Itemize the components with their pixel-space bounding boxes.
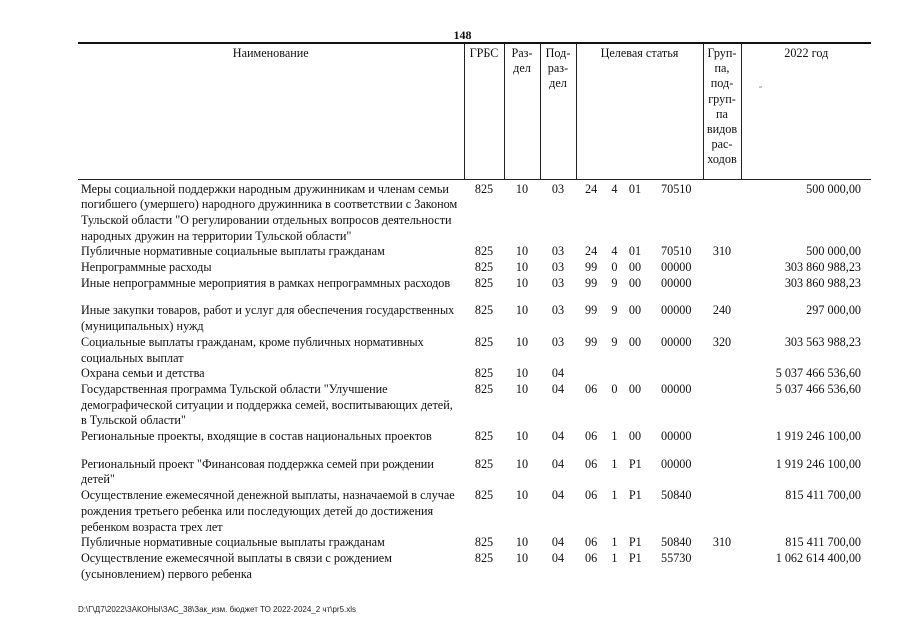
header-podrazdel-line: Под- bbox=[545, 46, 571, 60]
table-row bbox=[78, 260, 871, 276]
row-razdel: 10 bbox=[515, 381, 529, 396]
row-expense-group: 310 bbox=[712, 244, 732, 259]
header-group-line: под- bbox=[710, 76, 734, 91]
row-amount-2022: 5 037 466 536,60 bbox=[775, 366, 861, 381]
target-article-cs3: 00 bbox=[628, 275, 642, 290]
row-grbs: 825 bbox=[474, 275, 494, 290]
row-grbs: 825 bbox=[474, 244, 494, 259]
row-name: Социальные выплаты гражданам, кроме публичных нормативных социальных выплат bbox=[81, 334, 424, 365]
target-article-cs4: 70510 bbox=[661, 244, 692, 259]
table-row bbox=[78, 535, 871, 551]
row-target-article bbox=[576, 276, 703, 304]
row-grbs: 825 bbox=[474, 181, 494, 196]
row-podrazdel: 04 bbox=[551, 366, 565, 381]
target-article-parts bbox=[579, 244, 700, 260]
row-expense-group bbox=[703, 366, 741, 382]
row-target-article bbox=[576, 535, 703, 551]
table-row bbox=[78, 457, 871, 488]
row-expense-group bbox=[703, 276, 741, 304]
row-razdel: 10 bbox=[515, 181, 529, 196]
row-grbs: 825 bbox=[474, 535, 494, 550]
budget-sheet bbox=[78, 42, 871, 582]
row-podrazdel: 04 bbox=[551, 550, 565, 565]
target-article-cs2: 9 bbox=[611, 275, 618, 290]
row-name: Осуществление ежемесячной выплаты в связи с рождением (усыновлением) первого ребенка bbox=[81, 550, 392, 581]
target-article-cs1: 06 bbox=[585, 429, 598, 444]
target-article-cs4: 50840 bbox=[661, 488, 692, 503]
row-expense-group bbox=[703, 382, 741, 429]
target-article-cs2: 1 bbox=[611, 550, 618, 565]
target-article-cs2: 4 bbox=[611, 244, 618, 259]
target-article-cs2: 9 bbox=[611, 303, 618, 318]
row-target-article bbox=[576, 382, 703, 429]
target-article-cs2: 0 bbox=[611, 260, 618, 275]
target-article-cs2: 4 bbox=[611, 181, 618, 196]
row-amount-2022: 297 000,00 bbox=[806, 303, 861, 318]
header-year-dash: - bbox=[758, 79, 763, 94]
row-amount-2022: 303 563 988,23 bbox=[784, 334, 861, 349]
footer-file-path: D:\Г\Д7\2022\ЗАКОНЫ\ЗАС_38\Зак_изм. бюджет ТО 2022-2024_2 чт\pr5.xls bbox=[78, 605, 357, 614]
row-name: Охрана семьи и детства bbox=[81, 366, 205, 381]
row-podrazdel: 03 bbox=[551, 334, 565, 349]
header-group-line: ходов bbox=[707, 152, 737, 167]
row-razdel: 10 bbox=[515, 535, 529, 550]
target-article-parts bbox=[579, 382, 700, 398]
row-grbs: 825 bbox=[474, 260, 494, 275]
header-podrazdel-line: раз- bbox=[547, 61, 569, 76]
target-article-cs4: 00000 bbox=[661, 429, 692, 444]
row-target-article bbox=[576, 303, 703, 334]
row-grbs: 825 bbox=[474, 429, 494, 444]
table-body bbox=[78, 179, 871, 582]
row-grbs: 825 bbox=[474, 303, 494, 318]
row-name: Меры социальной поддержки народным дружинникам и членам семьи погибшего (умершего) народного дружинника в соответствии с Законом Тульской области "О регулировании отдельных вопросов деятельности народных дружин на территории Тульской области" bbox=[81, 181, 458, 243]
row-grbs: 825 bbox=[474, 488, 494, 503]
target-article-cs1: 06 bbox=[585, 456, 598, 471]
target-article-cs1: 06 bbox=[585, 550, 598, 565]
row-target-article bbox=[576, 551, 703, 582]
table-row bbox=[78, 335, 871, 366]
header-name: Наименование bbox=[78, 43, 464, 179]
target-article-cs2: 1 bbox=[611, 429, 618, 444]
target-article-cs3: P1 bbox=[628, 456, 642, 471]
row-amount-2022: 500 000,00 bbox=[806, 244, 861, 259]
row-razdel: 10 bbox=[515, 260, 529, 275]
target-article-cs1: 24 bbox=[585, 244, 598, 259]
header-group-line: па bbox=[716, 106, 728, 121]
row-expense-group bbox=[703, 429, 741, 457]
row-razdel: 10 bbox=[515, 303, 529, 318]
row-podrazdel: 04 bbox=[551, 429, 565, 444]
row-grbs: 825 bbox=[474, 381, 494, 396]
row-razdel: 10 bbox=[515, 429, 529, 444]
header-year-label: 2022 год bbox=[784, 46, 829, 60]
row-name: Иные закупки товаров, работ и услуг для обеспечения государственных (муниципальных) нужд bbox=[81, 303, 455, 334]
target-article-cs3: 00 bbox=[628, 260, 642, 275]
table-row bbox=[78, 276, 871, 304]
target-article-parts bbox=[579, 429, 700, 445]
row-razdel: 10 bbox=[515, 456, 529, 471]
target-article-cs2: 1 bbox=[611, 456, 618, 471]
target-article-cs3: P1 bbox=[628, 488, 642, 503]
header-razdel-line: дел bbox=[513, 61, 531, 76]
target-article-parts bbox=[579, 335, 700, 351]
target-article-cs1: 06 bbox=[585, 381, 598, 396]
row-podrazdel: 03 bbox=[551, 244, 565, 259]
row-podrazdel: 04 bbox=[551, 456, 565, 471]
target-article-cs4: 00000 bbox=[661, 456, 692, 471]
row-amount-2022: 303 860 988,23 bbox=[784, 260, 861, 275]
header-group-line: груп- bbox=[708, 91, 736, 106]
row-grbs: 825 bbox=[474, 366, 494, 381]
target-article-cs1: 99 bbox=[585, 260, 598, 275]
header-group-line: рас- bbox=[711, 137, 733, 152]
row-target-article bbox=[576, 457, 703, 488]
row-amount-2022: 5 037 466 536,60 bbox=[775, 381, 861, 396]
row-grbs: 825 bbox=[474, 456, 494, 471]
header-group-line: па, bbox=[714, 61, 730, 76]
row-expense-group bbox=[703, 260, 741, 276]
target-article-cs1: 24 bbox=[585, 181, 598, 196]
target-article-cs1: 99 bbox=[585, 275, 598, 290]
row-podrazdel: 04 bbox=[551, 535, 565, 550]
row-razdel: 10 bbox=[515, 275, 529, 290]
row-podrazdel: 03 bbox=[551, 303, 565, 318]
budget-table bbox=[78, 42, 871, 582]
row-expense-group bbox=[703, 488, 741, 535]
row-name: Непрограммные расходы bbox=[81, 260, 212, 275]
header-podrazdel bbox=[540, 43, 576, 179]
target-article-cs4: 00000 bbox=[661, 381, 692, 396]
header-razdel bbox=[504, 43, 540, 179]
row-podrazdel: 04 bbox=[551, 488, 565, 503]
row-name: Осуществление ежемесячной денежной выплаты, назначаемой в случае рождения третьего ребенка или последующих детей до достижения ребенком возраста трех лет bbox=[81, 488, 455, 534]
target-article-cs2: 9 bbox=[611, 334, 618, 349]
row-target-article bbox=[576, 335, 703, 366]
target-article-cs3: 00 bbox=[628, 429, 642, 444]
row-expense-group: 310 bbox=[712, 535, 732, 550]
row-podrazdel: 03 bbox=[551, 181, 565, 196]
table-row bbox=[78, 382, 871, 429]
target-article-cs4: 00000 bbox=[661, 275, 692, 290]
row-amount-2022: 1 919 246 100,00 bbox=[775, 456, 861, 471]
table-row bbox=[78, 179, 871, 244]
target-article-cs1: 06 bbox=[585, 535, 598, 550]
target-article-cs3: P1 bbox=[628, 550, 642, 565]
table-row bbox=[78, 488, 871, 535]
row-razdel: 10 bbox=[515, 488, 529, 503]
row-expense-group bbox=[703, 457, 741, 488]
row-target-article bbox=[576, 179, 703, 244]
row-name: Иные непрограммные мероприятия в рамках непрограммных расходов bbox=[81, 275, 451, 290]
header-year bbox=[741, 43, 871, 179]
header-razdel-line: Раз- bbox=[511, 46, 533, 60]
row-expense-group bbox=[703, 551, 741, 582]
row-razdel: 10 bbox=[515, 244, 529, 259]
target-article-cs1: 99 bbox=[585, 303, 598, 318]
row-name: Публичные нормативные социальные выплаты гражданам bbox=[81, 244, 385, 259]
table-header-row bbox=[78, 43, 871, 179]
row-razdel: 10 bbox=[515, 334, 529, 349]
target-article-cs3: 00 bbox=[628, 334, 642, 349]
target-article-parts bbox=[579, 551, 700, 567]
target-article-cs4: 00000 bbox=[661, 334, 692, 349]
target-article-cs4: 00000 bbox=[661, 303, 692, 318]
target-article-parts bbox=[579, 260, 700, 276]
header-group-line: Груп- bbox=[707, 46, 737, 60]
row-grbs: 825 bbox=[474, 550, 494, 565]
row-expense-group bbox=[703, 179, 741, 244]
row-name: Региональный проект "Финансовая поддержка семей при рождении детей" bbox=[81, 456, 434, 487]
target-article-cs4: 55730 bbox=[661, 550, 692, 565]
row-name: Публичные нормативные социальные выплаты гражданам bbox=[81, 535, 385, 550]
row-amount-2022: 1 062 614 400,00 bbox=[775, 550, 861, 565]
target-article-cs1: 99 bbox=[585, 334, 598, 349]
row-target-article bbox=[576, 366, 703, 382]
target-article-parts bbox=[579, 276, 700, 292]
header-group-line: видов bbox=[706, 122, 738, 137]
target-article-parts bbox=[579, 535, 700, 551]
row-name: Региональные проекты, входящие в состав национальных проектов bbox=[81, 429, 432, 444]
target-article-parts bbox=[579, 457, 700, 473]
target-article-parts bbox=[579, 182, 700, 198]
row-razdel: 10 bbox=[515, 550, 529, 565]
row-name: Государственная программа Тульской области "Улучшение демографической ситуации и поддержка семей, воспитывающих детей, в Тульской области" bbox=[81, 381, 453, 428]
target-article-cs3: 01 bbox=[628, 244, 642, 259]
row-target-article bbox=[576, 429, 703, 457]
target-article-cs4: 70510 bbox=[661, 181, 692, 196]
header-target-article: Целевая статья bbox=[576, 43, 703, 179]
target-article-cs2: 1 bbox=[611, 535, 618, 550]
row-amount-2022: 815 411 700,00 bbox=[785, 488, 861, 503]
row-target-article bbox=[576, 488, 703, 535]
row-amount-2022: 303 860 988,23 bbox=[784, 275, 861, 290]
target-article-parts bbox=[579, 488, 700, 504]
target-article-cs3: 01 bbox=[628, 181, 642, 196]
table-row bbox=[78, 429, 871, 457]
table-row bbox=[78, 551, 871, 582]
target-article-cs2: 1 bbox=[611, 488, 618, 503]
header-group bbox=[703, 43, 741, 179]
row-grbs: 825 bbox=[474, 334, 494, 349]
header-podrazdel-line: дел bbox=[549, 76, 567, 91]
target-article-parts bbox=[579, 303, 700, 319]
target-article-cs4: 00000 bbox=[661, 260, 692, 275]
row-target-article bbox=[576, 260, 703, 276]
row-target-article bbox=[576, 244, 703, 260]
row-amount-2022: 1 919 246 100,00 bbox=[775, 429, 861, 444]
target-article-cs3: 00 bbox=[628, 381, 642, 396]
target-article-cs1: 06 bbox=[585, 488, 598, 503]
row-podrazdel: 03 bbox=[551, 260, 565, 275]
target-article-cs4: 50840 bbox=[661, 535, 692, 550]
page-number: 148 bbox=[453, 28, 472, 42]
row-expense-group: 320 bbox=[712, 334, 732, 349]
row-amount-2022: 815 411 700,00 bbox=[785, 535, 861, 550]
row-podrazdel: 03 bbox=[551, 275, 565, 290]
row-razdel: 10 bbox=[515, 366, 529, 381]
table-row bbox=[78, 303, 871, 334]
target-article-cs2: 0 bbox=[611, 381, 618, 396]
row-amount-2022: 500 000,00 bbox=[806, 181, 861, 196]
header-grbs: ГРБС bbox=[464, 43, 504, 179]
row-podrazdel: 04 bbox=[551, 381, 565, 396]
target-article-cs3: P1 bbox=[628, 535, 642, 550]
target-article-cs3: 00 bbox=[628, 303, 642, 318]
row-expense-group: 240 bbox=[712, 303, 732, 318]
table-row bbox=[78, 366, 871, 382]
table-row bbox=[78, 244, 871, 260]
